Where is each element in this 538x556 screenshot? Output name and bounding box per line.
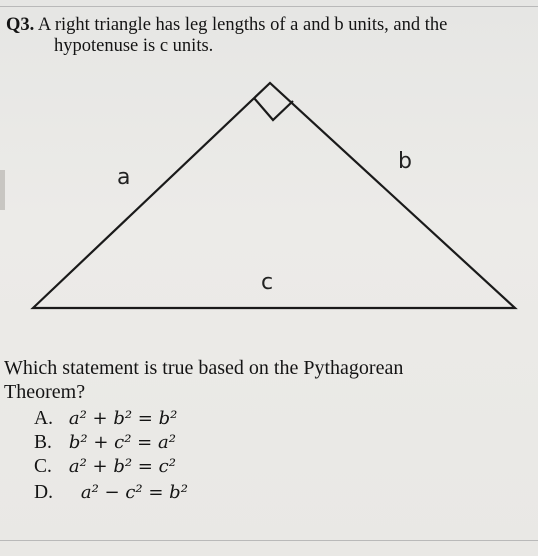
prompt-line-2: Theorem?	[4, 381, 86, 403]
option-b-letter: B.	[34, 432, 52, 453]
option-c-letter: C.	[34, 456, 52, 477]
option-c-equation: a² + b² = c²	[68, 456, 176, 477]
bottom-rule	[0, 540, 538, 541]
option-a-equation: a² + b² = b²	[68, 408, 178, 429]
option-b-equation: b² + c² = a²	[68, 432, 176, 453]
question-line-2: hypotenuse is c units.	[54, 36, 214, 56]
option-c[interactable]	[34, 456, 176, 478]
option-d[interactable]	[34, 482, 188, 504]
label-b: b	[398, 149, 412, 174]
option-d-letter: D.	[34, 482, 53, 503]
right-angle-marker	[254, 98, 293, 120]
triangle-shape	[33, 83, 515, 308]
question-number: Q3.	[6, 15, 35, 35]
label-a: a	[117, 165, 131, 190]
option-a[interactable]	[34, 408, 177, 430]
option-a-letter: A.	[34, 408, 53, 429]
option-d-equation: a² − c² = b²	[80, 482, 188, 503]
option-b[interactable]	[34, 432, 176, 454]
label-c: c	[261, 270, 274, 295]
question-text-1: A right triangle has leg lengths of a and b units, and the	[37, 15, 448, 35]
prompt-line-1: Which statement is true based on the Pythagorean	[4, 357, 404, 379]
